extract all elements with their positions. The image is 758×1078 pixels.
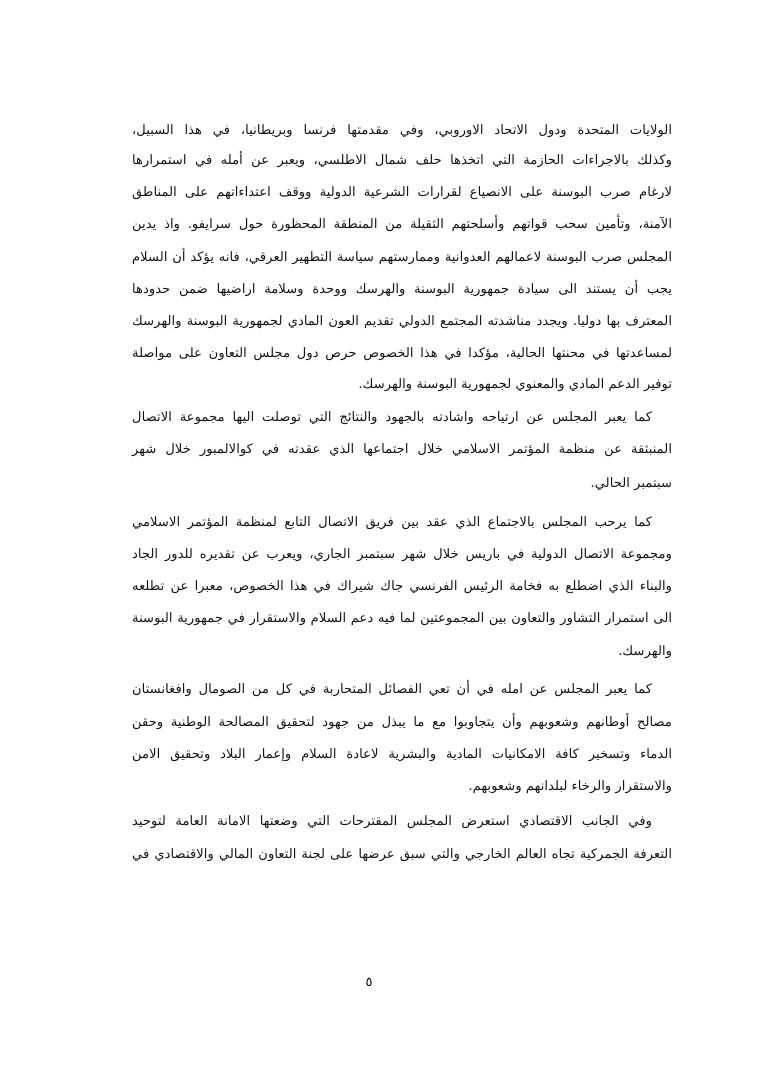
text-line: وفي الجانب الاقتصادي استعرض المجلس المقترحات التي وضعتها الامانة العامة لتوحيد	[132, 814, 652, 829]
text-line: يجب أن يستند الى سيادة جمهورية البوسنة والهرسك ووحدة وسلامة اراضيها ضمن حدودها	[132, 282, 672, 297]
text-line: كما يرحب المجلس بالاجتماع الذي عقد بين فريق الاتصال التابع لمنظمة المؤتمر الاسلامي	[132, 515, 652, 530]
text-line: والهرسك.	[618, 644, 672, 659]
text-line: والاستقرار والرخاء لبلدانهم وشعوبهم.	[468, 779, 672, 794]
text-line: الدماء وتسخير كافة الامكانيات المادية والبشرية لاعادة السلام وإعمار البلاد وتحقيق الامن	[132, 747, 672, 762]
text-line: التعرفة الجمركية تجاه العالم الخارجي والتي سبق عرضها على لجنة التعاون المالي والاقتصادي في	[132, 847, 672, 862]
text-line: المعترف بها دوليا. ويجدد مناشدته المجتمع الدولي تقديم العون المادي لجمهورية البوسنة والهرسك	[132, 314, 672, 329]
text-line: كما يعبر المجلس عن ارتياحه واشادته بالجهود والنتائج التي توصلت اليها مجموعة الاتصال	[132, 410, 652, 425]
text-line: المنبثقة عن منظمة المؤتمر الاسلامي خلال اجتماعها الذي عقدته في كوالالمبور خلال شهر	[132, 442, 672, 457]
text-line: الآمنة، وتأمين سحب قواتهم وأسلحتهم الثقيلة من المنطقة المحظورة حول سرايفو. واذ يدين	[132, 217, 672, 232]
text-line: والبناء الذي اضطلع به فخامة الرئيس الفرنسي جاك شيراك في هذا الخصوص، معبرا عن تطلعه	[132, 579, 672, 594]
page-number: ٥	[365, 975, 373, 990]
text-line: مصالح أوطانهم وشعوبهم وأن يتجاوبوا مع ما يبذل من جهود لتحقيق المصالحة الوطنية وحقن	[132, 715, 672, 730]
text-line: الى استمرار التشاور والتعاون بين المجموعتين لما فيه دعم السلام والاستقرار في جمهورية البوسنة	[132, 611, 672, 626]
text-line: لمساعدتها في محنتها الحالية، مؤكدا في هذا الخصوص حرص دول مجلس التعاون على مواصلة	[132, 346, 672, 361]
text-line: وكذلك بالاجراءات الحازمة التي اتخذها حلف شمال الاطلسي، ويعبر عن أمله في استمرارها	[132, 153, 672, 168]
text-line: ومجموعة الاتصال الدولية في باريس خلال شهر سبتمبر الجاري، ويعرب عن تقديره للدور الجاد	[132, 547, 672, 562]
text-line: المجلس صرب البوسنة لاعمالهم العدوانية وممارستهم سياسة التطهير العرقي، فانه يؤكد أن السلام	[132, 250, 672, 265]
text-line: لارغام صرب البوسنة على الانصياع لقرارات الشرعية الدولية ووقف اعتداءاتهم على المناطق	[132, 185, 672, 200]
text-line: كما يعبر المجلس عن امله في أن تعي الفصائل المتحاربة في كل من الصومال وافغانستان	[132, 682, 652, 697]
text-line: سبتمبر الحالي.	[590, 476, 672, 491]
text-line: الولايات المتحدة ودول الاتحاد الاوروبي، وفي مقدمتها فرنسا وبريطانيا، في هذا السبيل،	[132, 123, 672, 138]
text-line: توفير الدعم المادي والمعنوي لجمهورية البوسنة والهرسك.	[358, 377, 672, 392]
